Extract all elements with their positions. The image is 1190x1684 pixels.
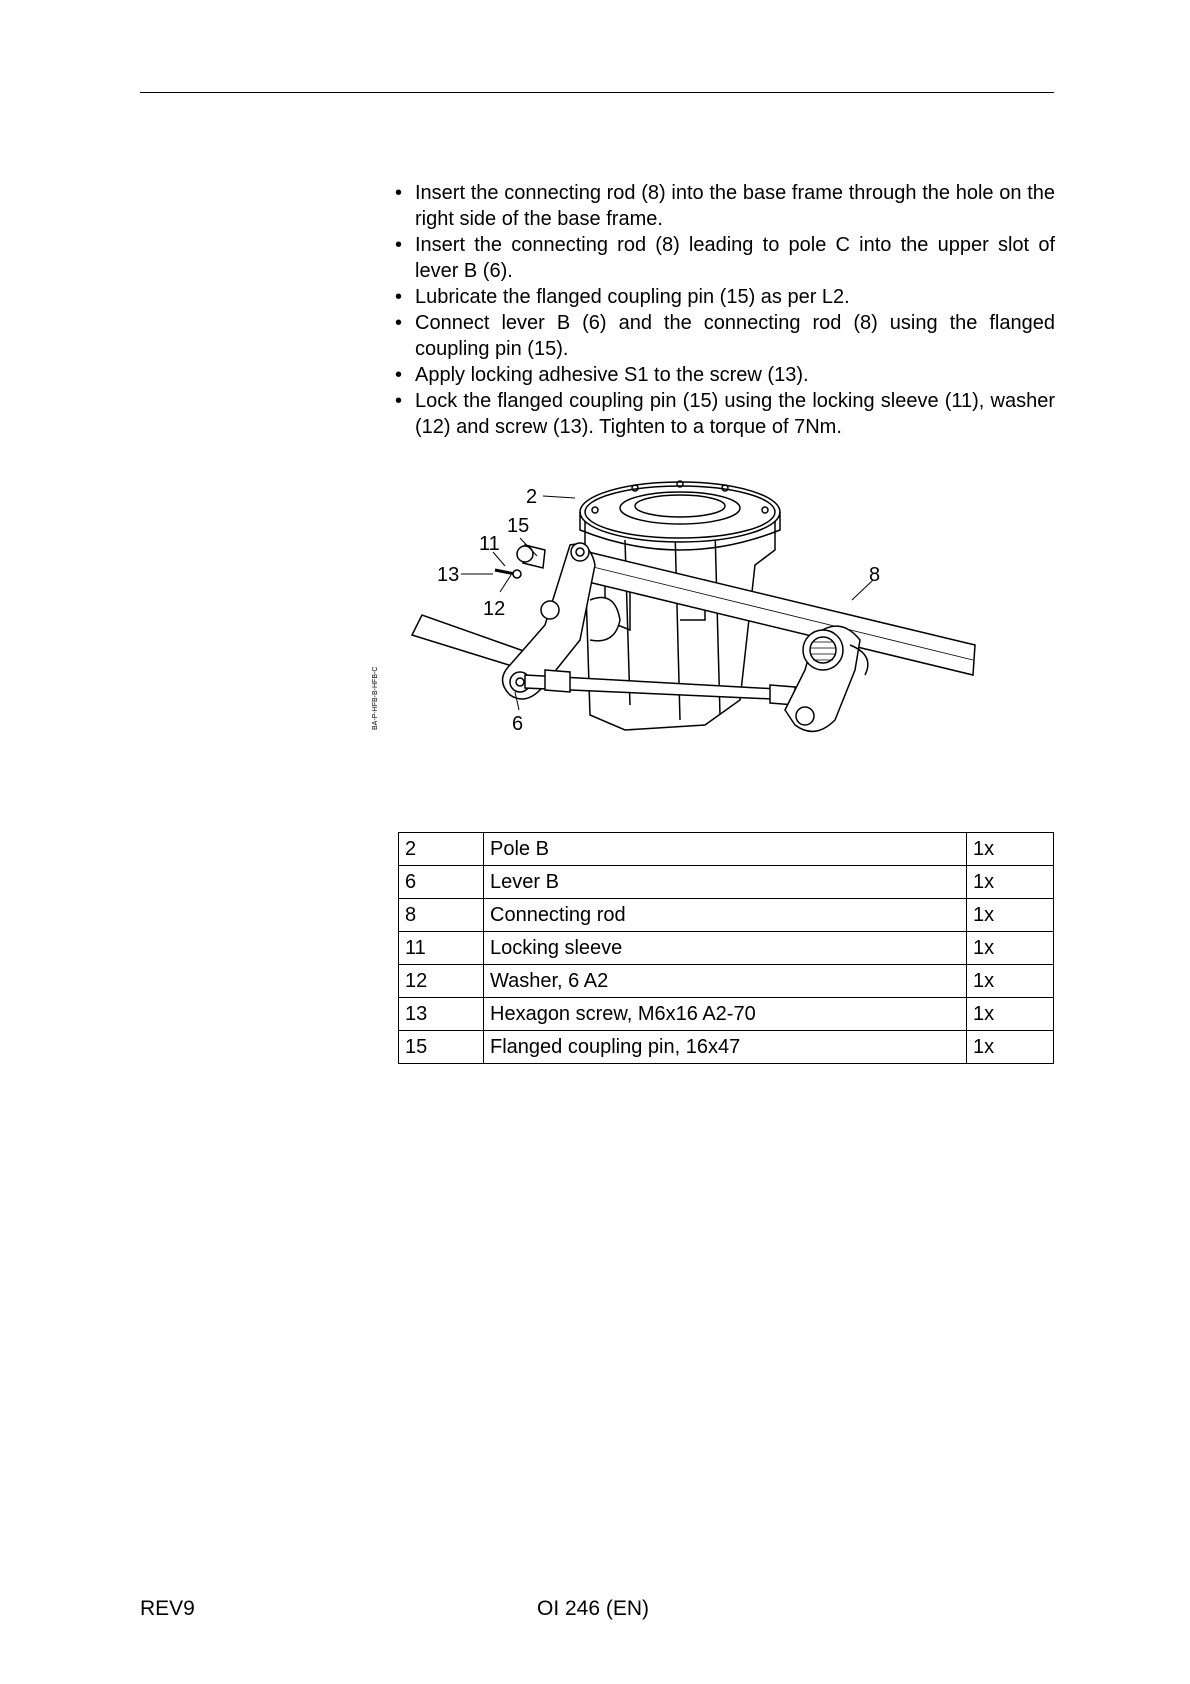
table-row [399,932,1054,965]
callout-2: 2 [526,486,538,508]
part-number: 12 [399,965,484,998]
part-quantity: 1x [967,833,1054,866]
step-item: • Lock the flanged coupling pin (15) using the locking sleeve (11), washer (12) and screw (13). Tighten to a torque of 7Nm. [395,388,1055,440]
step-item: • Lubricate the flanged coupling pin (15) as per L2. [395,284,1055,310]
table-row [399,1031,1054,1064]
part-number: 15 [399,1031,484,1064]
step-item: • Apply locking adhesive S1 to the screw (13). [395,362,1055,388]
step-item: • Insert the connecting rod (8) into the base frame through the hole on the right side of the base frame. [395,180,1055,232]
part-name: Hexagon screw, M6x16 A2-70 [484,998,967,1031]
part-name: Lever B [484,866,967,899]
callout-12: 12 [483,598,506,620]
table-row [399,965,1054,998]
part-quantity: 1x [967,965,1054,998]
callout-11: 11 [479,533,500,555]
part-number: 11 [399,932,484,965]
callout-13: 13 [437,564,460,586]
part-number: 6 [399,866,484,899]
header-rule [140,92,1054,93]
part-quantity: 1x [967,998,1054,1031]
part-quantity: 1x [967,866,1054,899]
part-number: 2 [399,833,484,866]
part-name: Connecting rod [484,899,967,932]
part-quantity: 1x [967,899,1054,932]
assembly-illustration [375,470,1060,810]
callout-15: 15 [507,515,530,537]
revision-label: REV9 [140,1597,195,1620]
part-number: 8 [399,899,484,932]
step-item: • Insert the connecting rod (8) leading to pole C into the upper slot of lever B (6). [395,232,1055,284]
part-quantity: 1x [967,932,1054,965]
table-row [399,833,1054,866]
callout-6: 6 [512,713,524,735]
instruction-steps [395,180,1055,440]
figure-code: BA-P-HFB-B-HFB-C [372,666,379,730]
part-name: Pole B [484,833,967,866]
part-number: 13 [399,998,484,1031]
table-row [399,866,1054,899]
part-quantity: 1x [967,1031,1054,1064]
part-name: Locking sleeve [484,932,967,965]
parts-table [398,832,1054,1064]
callout-8: 8 [869,564,881,586]
part-name: Washer, 6 A2 [484,965,967,998]
step-item: • Connect lever B (6) and the connecting rod (8) using the flanged coupling pin (15). [395,310,1055,362]
table-row [399,998,1054,1031]
document-id: OI 246 (EN) [537,1597,650,1620]
part-name: Flanged coupling pin, 16x47 [484,1031,967,1064]
table-row [399,899,1054,932]
